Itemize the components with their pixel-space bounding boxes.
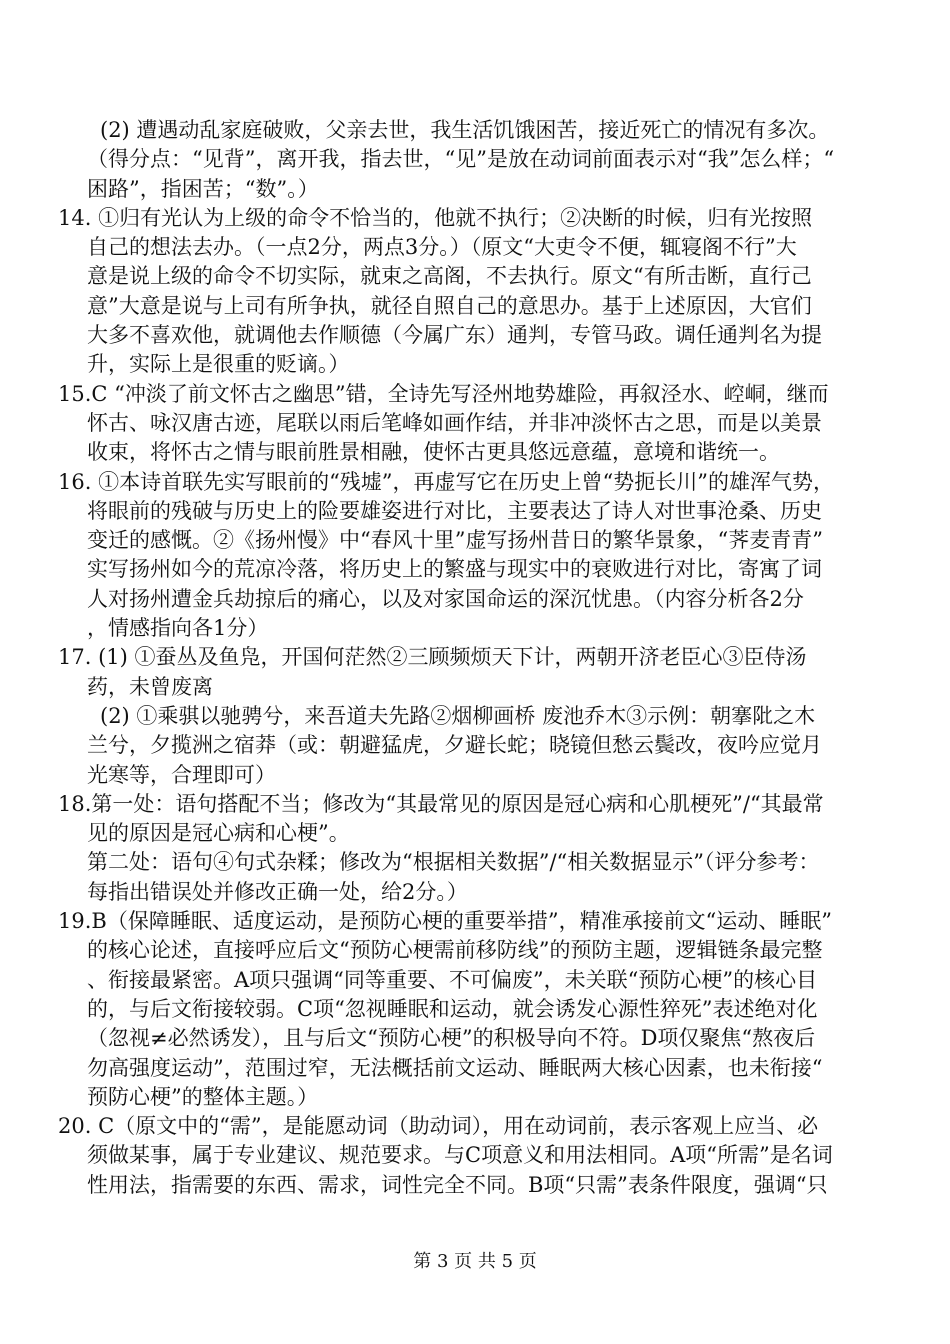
text-line: 将眼前的残破与历史上的险要雄姿进行对比，主要表达了诗人对世事沧桑、历史 [87, 498, 822, 523]
text-line: 第二处：语句④句式杂糅；修改为“根据相关数据”/“相关数据显示”（评分参考： [87, 850, 820, 875]
text-line: 兰兮，夕揽洲之宿莽（或：朝避猛虎，夕避长蛇；晓镜但愁云鬓改，夜吟应觉月 [87, 733, 822, 758]
text-line: 、衔接最紧密。A项只强调“同等重要、不可偏废”，未关联“预防心梗”的核心目 [87, 967, 818, 992]
text-line: 20. C（原文中的“需”，是能愿动词（助动词），用在动词前，表示客观上应当、必 [58, 1114, 819, 1139]
page-footer: 第 3 页 共 5 页 [413, 1251, 537, 1272]
text-line: 变迁的感慨。②《扬州慢》中“春风十里”虚写扬州昔日的繁华景象，“荠麦青青” [87, 528, 823, 553]
text-line: （忽视≠必然诱发），且与后文“预防心梗”的积极导向不符。D项仅聚焦“熬夜后 [87, 1026, 816, 1051]
answer-text-body [58, 116, 870, 1200]
text-line: 见的原因是冠心病和心梗”。 [87, 821, 350, 846]
text-line: 的核心论述，直接呼应后文“预防心梗需前移防线”的预防主题，逻辑链条最完整 [87, 938, 823, 963]
text-line: 困路”，指困苦；“数”。） [87, 176, 319, 201]
text-line: 16. ①本诗首联先实写眼前的“残墟”，再虚写它在历史上曾“势扼长川”的雄浑气势， [58, 469, 835, 494]
text-line: 17. (1) ①蚕丛及鱼凫，开国何茫然②三顾频烦天下计，两朝开济老臣心③臣侍汤 [58, 645, 807, 670]
text-line: 怀古、咏汉唐古迹，尾联以雨后笔峰如画作结，并非冲淡怀古之思，而是以美景 [87, 410, 822, 435]
text-line: 意”大意是说与上司有所争执，就径自照自己的意思办。基于上述原因，大官们 [87, 293, 812, 318]
text-line: 升，实际上是很重的贬谪。） [87, 352, 350, 377]
text-line: 自己的想法去办。（一点2分，两点3分。）（原文“大吏令不便，辄寝阁不行”大 [87, 235, 797, 260]
text-line: 收束，将怀古之情与眼前胜景相融，使怀古更具悠远意蕴，意境和谐统一。 [87, 440, 780, 465]
text-line: 人对扬州遭金兵劫掠后的痛心，以及对家国命运的深沉忧患。（内容分析各2分 [87, 586, 804, 611]
text-line: ，情感指向各1分） [87, 616, 269, 641]
text-line: 勿高强度运动”，范围过窄，无法概括前文运动、睡眠两大核心因素，也未衔接“ [87, 1055, 823, 1080]
text-line: 性用法，指需要的东西、需求，词性完全不同。B项“只需”表条件限度，强调“只 [87, 1172, 828, 1197]
text-line: 大多不喜欢他，就调他去作顺德（今属广东）通判，专管马政。调任通判名为提 [87, 323, 822, 348]
text-line: 19.B（保障睡眠、适度运动，是预防心梗的重要举措”，精准承接前文“运动、睡眠” [58, 909, 833, 934]
text-line: 每指出错误处并修改正确一处，给2分。） [87, 879, 468, 904]
text-line: (2) ①乘骐以驰骋兮，来吾道夫先路②烟柳画桥 废池乔木③示例：朝搴阰之木 [100, 703, 816, 728]
text-line: 须做某事，属于专业建议、规范要求。与C项意义和用法相同。A项“所需”是名词 [87, 1143, 833, 1168]
text-line: 预防心梗”的整体主题。） [87, 1084, 319, 1109]
text-line: 14. ①归有光认为上级的命令不恰当的，他就不执行；②决断的时候，归有光按照 [58, 205, 813, 230]
text-line: 药，未曾废离 [87, 674, 213, 699]
text-line: 意是说上级的命令不切实际，就束之高阁，不去执行。原文“有所击断，直行己 [87, 264, 812, 289]
text-line: （得分点：“见背”，离开我，指去世，“见”是放在动词前面表示对“我”怎么样；“ [87, 147, 835, 172]
text-line: 18.第一处：语句搭配不当；修改为“其最常见的原因是冠心病和心肌梗死”/“其最常 [58, 791, 824, 816]
text-line: 光寒等，合理即可） [87, 762, 276, 787]
text-line: (2) 遭遇动乱家庭破败，父亲去世，我生活饥饿困苦，接近死亡的情况有多次。 [100, 118, 830, 142]
text-line: 15.C “冲淡了前文怀古之幽思”错，全诗先写泾州地势雄险，再叙泾水、崆峒，继而 [58, 381, 829, 406]
text-line: 的，与后文衔接较弱。C项“忽视睡眠和运动，就会诱发心源性猝死”表述绝对化 [87, 996, 818, 1021]
text-line: 实写扬州如今的荒凉冷落，将历史上的繁盛与现实中的衰败进行对比，寄寓了词 [87, 557, 822, 582]
